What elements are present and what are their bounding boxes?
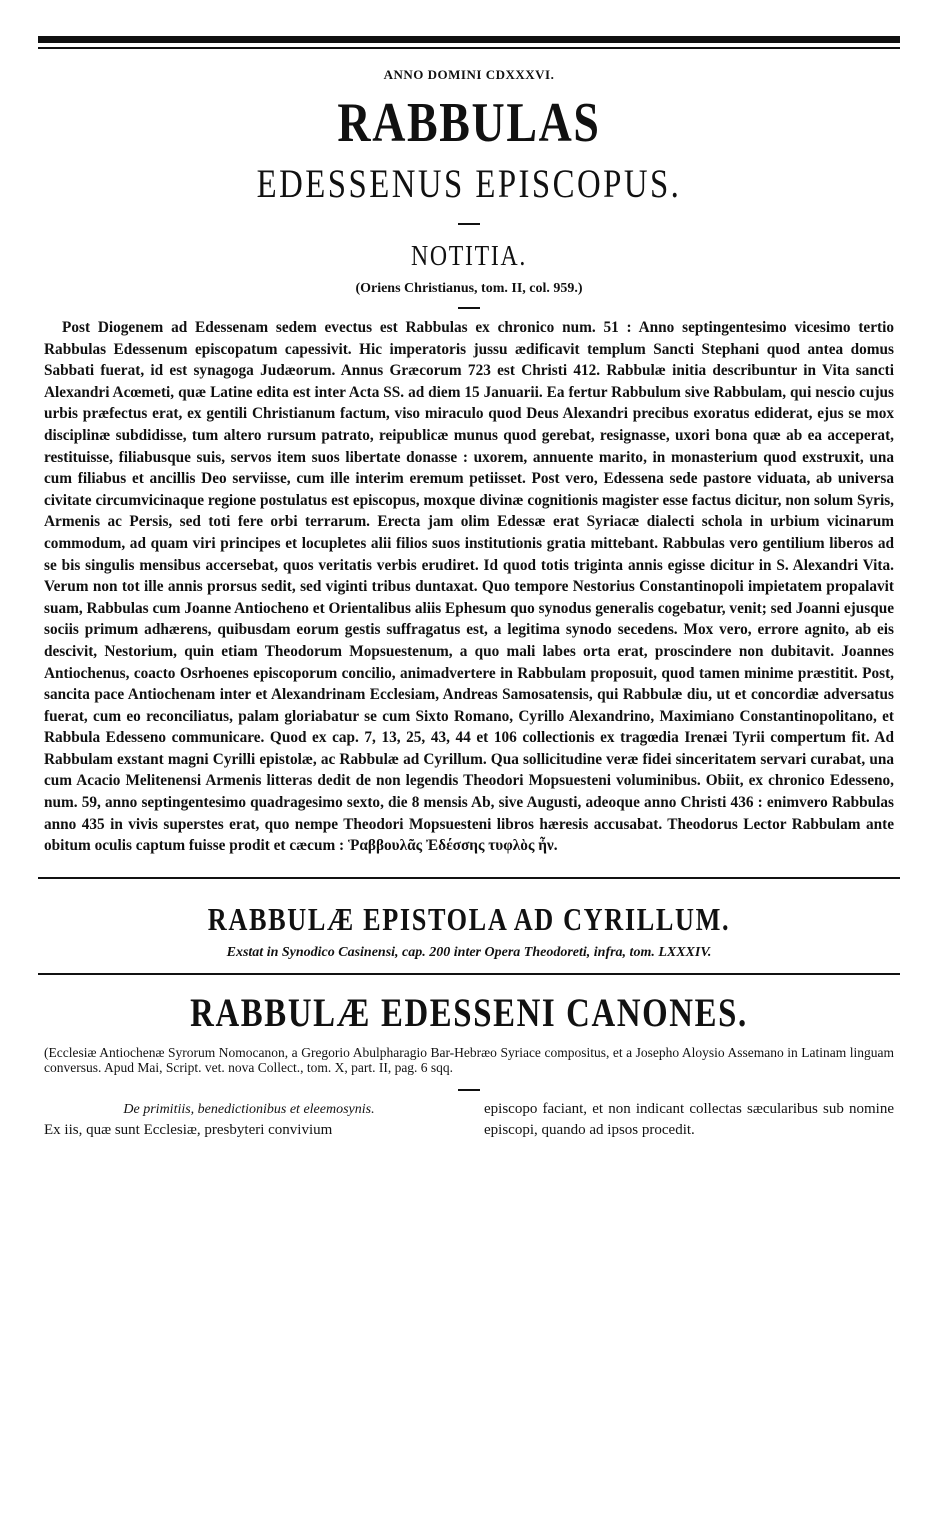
epistola-title: RABBULÆ EPISTOLA AD CYRILLUM. — [207, 900, 731, 937]
epistola-note: Exstat in Synodico Casinensi, cap. 200 inter Opera Theodoreti, infra, tom. LXXXIV. — [226, 944, 712, 960]
right-column-text: episcopo faciant, et non indicant collectas sæcularibus sub nomine episcopi, quando ad ipsos procedit. — [484, 1100, 894, 1138]
section-rule-2 — [38, 973, 900, 975]
section-rule — [38, 877, 900, 879]
left-column-text: Ex iis, quæ sunt Ecclesiæ, presbyteri convivium — [44, 1121, 333, 1138]
canones-note: (Ecclesiæ Antiochenæ Syrorum Nomocanon, a Gregorio Abulpharagio Bar-Hebræo Syriace compositus, et a Josepho Aloysio Assemano in Latinam linguam conversus. Apud Mai, Script. vet. nova Collect., tom. X, part. II, pag. 6 sqq. — [44, 1044, 894, 1075]
left-column — [44, 1099, 454, 1141]
dash-divider-3 — [458, 1089, 480, 1091]
top-rule-thin — [38, 47, 900, 49]
page-subtitle: EDESSENUS EPISCOPUS. — [256, 161, 682, 206]
dash-divider-2 — [458, 307, 480, 309]
canones-title: RABBULÆ EDESSENI CANONES. — [190, 989, 748, 1035]
page-title: RABBULAS — [337, 92, 601, 154]
top-rule-thick — [38, 36, 900, 43]
right-column — [484, 1099, 894, 1141]
source-line: (Oriens Christianus, tom. II, col. 959.) — [355, 281, 583, 296]
body-paragraph — [38, 317, 900, 857]
notitia-heading: NOTITIA. — [410, 241, 528, 272]
two-columns — [38, 1099, 900, 1141]
body-text: Post Diogenem ad Edessenam sedem evectus est Rabbulas ex chronico num. 51 : Anno septingentesimo vicesimo tertio Rabbulas Edessenum episcopatum capessivit. Hic imperatoris jussu ædificavit templum Sancti Stephani quod antea domus Sabbati fuerat, id est synagoga Judæorum. Annus Græcorum 723 est Christi 412. Rabbulæ initia describuntur in Vita sancti Alexandri Acœmeti, quæ Latine edita est inter Acta SS. ad diem 15 Januarii. Ea fertur Rabbulum sive Rabbulam, qui nescio cujus urbis præfectus erat, ex gentili Christianum factum, viso miraculo quod Deus Alexandri precibus exoratus ediderat, ejus se mox disciplinæ subdidisse, tum altero rursum patrato, reipublicæ munus quod gerebat, resignasse, uxori bona quæ ab ea acceperat, restituisse, filiabusque suis, servos item suos libertate donasse : uxorem, annuente marito, in monasterium quod exstruxit, una cum filiabus et ancillis Deo serviisse, cum ille interim eremum petiisset. Post vero, Edessena sede pastore viduata, ab universa civitate circumvicinaque regione postulatus est episcopus, moxque divinæ cognitionis magister esse factus dicitur, non solum Syris, Armenis ac Persis, sed toti fere orbi terrarum. Erecta jam olim Edessæ erat Syriacæ dialecti schola in urbium vicinarum commodum, ad quam viri principes et locupletes alii filios suos institutionis gratia mittebant. Rabbulas vero gentilium liberos ad se bis singulis mensibus accersebat, quos veritatis verbis erudiret. Id quod totis triginta annis egisse dicitur in S. Alexandri Vita. Verum non tot ille annis prorsus sedit, sed viginti tribus duntaxat. Quo tempore Nestorius Constantinopoli impietatem propalavit suam, Rabbulas cum Joanne Antiocheno et Orientalibus aliis Ephesum quo synodus generalis cogebatur, venit; sed Joanni ejusque sociis primum adhærens, quibusdam eorum gestis suffragatus est, a legitima synodo secedens. Mox vero, errore agnito, ab eis descivit, Nestorium, quin etiam Theodorum Mopsuestenum, a quo mali labes orta erat, proscindere non dubitavit. Joannes Antiochenus, coacto Osrhoenes episcoporum concilio, animadvertere in Rabbulam proposuit, quod tamen minime præstitit. Post, sancita pace Antiochenam inter et Alexandrinam Ecclesiam, Andreas Samosatensis, qui Rabbulæ diu, ut et concordiæ adversatus fuerat, cum eo reconciliatus, palam gloriabatur se cum Sixto Romano, Cyrillo Alexandrino, Maximiano Constantinopolitano, et Rabbula Edesseno communicare. Quod ex cap. 7, 13, 25, 43, 44 et 106 collectionis ex tragœdia Irenæi Tyrii compertum fit. Ad Rabbulam exstant magni Cyrilli epistolæ, ac Rabbulæ ad Cyrillum. Qua sollicitudine veræ fidei sinceritatem servari curabat, una cum Acacio Melitenensi Armenis litteras dedit de non legendis Theodori Mopsuesteni voluminibus. Obiit, ex chronico Edesseno, num. 59, anno septingentesimo quadragesimo sexto, die 8 mensis Ab, sive Augusti, adeoque anno Christi 436 : enimvero Rabbulas anno 435 in vivis superstes erat, quo nempe Theodori Mopsuesteni libros hæresis accusabat. Theodorus Lector Rabbulam ante obitum oculis captum fuisse prodit et cæcum : Ῥαββουλᾶς Ἐδέσσης τυφλὸς ἦν. — [44, 319, 894, 855]
page — [38, 36, 900, 1141]
dash-divider — [458, 223, 480, 225]
running-head: ANNO DOMINI CDXXXVI. — [383, 67, 555, 82]
canon-heading: De primitiis, benedictionibus et eleemosynis. — [123, 1101, 375, 1117]
